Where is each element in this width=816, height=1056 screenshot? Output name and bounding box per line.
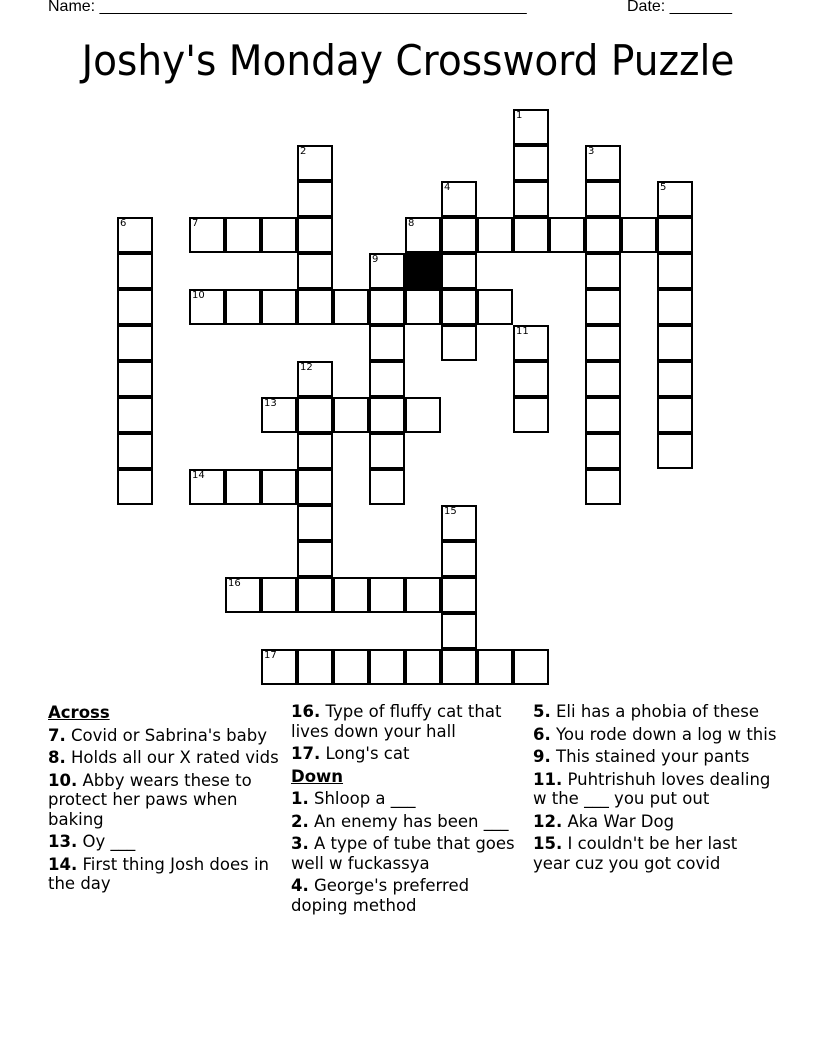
- clue-down-15: [533, 834, 778, 873]
- grid-cell[interactable]: [261, 577, 297, 613]
- grid-cell[interactable]: [189, 289, 225, 325]
- grid-cell[interactable]: [477, 217, 513, 253]
- grid-cell[interactable]: [513, 145, 549, 181]
- grid-cell[interactable]: [369, 397, 405, 433]
- clue-down-9: [533, 747, 778, 767]
- grid-cell[interactable]: [225, 577, 261, 613]
- grid-cell[interactable]: [261, 289, 297, 325]
- cell-number: 14: [192, 470, 205, 481]
- clue-number: 6.: [533, 724, 551, 744]
- grid-cell[interactable]: [297, 289, 333, 325]
- grid-cell[interactable]: [441, 289, 477, 325]
- grid-cell[interactable]: [657, 361, 693, 397]
- grid-cell[interactable]: [441, 217, 477, 253]
- grid-cell[interactable]: [369, 433, 405, 469]
- grid-cell[interactable]: [585, 253, 621, 289]
- grid-cell[interactable]: [513, 181, 549, 217]
- down-heading: Down: [291, 766, 344, 786]
- grid-cell[interactable]: [513, 361, 549, 397]
- grid-cell[interactable]: [297, 145, 333, 181]
- grid-cell[interactable]: [117, 217, 153, 253]
- clue-down-1: [291, 789, 526, 809]
- cell-number: 17: [264, 650, 277, 661]
- cell-number: 7: [192, 218, 199, 229]
- clue-text: I couldn't be her last year cuz you got covid: [533, 834, 738, 873]
- clue-number: 3.: [291, 834, 309, 853]
- clue-text: You rode down a log w this: [556, 724, 777, 744]
- grid-cell[interactable]: [585, 145, 621, 181]
- grid-cell[interactable]: [189, 469, 225, 505]
- clue-down-5: [533, 702, 778, 722]
- grid-cell[interactable]: [657, 397, 693, 433]
- cell-number: 8: [408, 218, 415, 229]
- grid-cell[interactable]: [117, 289, 153, 325]
- page-title: Joshy's Monday Crossword Puzzle: [81, 36, 735, 85]
- grid-cell[interactable]: [369, 577, 405, 613]
- grid-cell[interactable]: [657, 325, 693, 361]
- clue-down-4: [291, 876, 526, 915]
- grid-cell[interactable]: [261, 649, 297, 685]
- grid-cell[interactable]: [657, 181, 693, 217]
- clue-text: This stained your pants: [556, 747, 750, 766]
- grid-cell[interactable]: [297, 541, 333, 577]
- date-field[interactable]: Date: _______: [627, 0, 732, 15]
- cell-number: 2: [300, 146, 307, 157]
- grid-cell[interactable]: [117, 433, 153, 469]
- grid-cell[interactable]: [405, 577, 441, 613]
- clue-down-11: [533, 770, 778, 809]
- grid-cell[interactable]: [297, 469, 333, 505]
- grid-cell[interactable]: [657, 217, 693, 253]
- grid-cell[interactable]: [117, 253, 153, 289]
- grid-cell[interactable]: [297, 181, 333, 217]
- grid-cell[interactable]: [117, 469, 153, 505]
- grid-cell[interactable]: [369, 253, 405, 289]
- grid-cell[interactable]: [441, 541, 477, 577]
- cell-number: 5: [660, 182, 667, 193]
- clue-across-17: [291, 744, 526, 764]
- grid-cell[interactable]: [405, 217, 441, 253]
- grid-cell[interactable]: [297, 505, 333, 541]
- clue-across-8: [48, 748, 280, 768]
- grid-cell[interactable]: [297, 361, 333, 397]
- grid-cell[interactable]: [225, 289, 261, 325]
- cell-number: 12: [300, 362, 313, 373]
- clue-text: Holds all our X rated vids: [71, 748, 279, 767]
- across-heading: Across: [48, 703, 110, 722]
- grid-cell[interactable]: [225, 217, 261, 253]
- grid-cell[interactable]: [333, 397, 369, 433]
- name-field[interactable]: Name: ________________________________________________: [48, 0, 527, 15]
- clue-text: Eli has a phobia of these: [556, 702, 760, 721]
- grid-cell[interactable]: [369, 649, 405, 685]
- clues-column-1: [48, 702, 280, 897]
- clue-text: First thing Josh does in the day: [48, 854, 270, 893]
- grid-cell[interactable]: [297, 577, 333, 613]
- clue-number: 9.: [533, 747, 551, 766]
- clue-text: Abby wears these to protect her paws when baking: [48, 770, 252, 829]
- clue-across-14: [48, 855, 280, 894]
- clue-number: 15.: [533, 834, 563, 853]
- grid-cell[interactable]: [117, 397, 153, 433]
- clue-number: 7.: [48, 725, 66, 745]
- clue-text: Covid or Sabrina's baby: [71, 725, 268, 745]
- grid-cell[interactable]: [477, 649, 513, 685]
- grid-cell[interactable]: [369, 469, 405, 505]
- clue-number: 1.: [291, 789, 309, 808]
- grid-cell[interactable]: [585, 397, 621, 433]
- clue-across-16: [291, 702, 526, 741]
- grid-cell[interactable]: [297, 433, 333, 469]
- clue-number: 16.: [291, 702, 321, 721]
- cell-number: 13: [264, 398, 277, 409]
- cell-number: 3: [588, 146, 595, 157]
- grid-cell[interactable]: [441, 181, 477, 217]
- cell-number: 11: [516, 326, 529, 337]
- clue-down-6: [533, 725, 778, 745]
- grid-cell[interactable]: [333, 289, 369, 325]
- grid-cell[interactable]: [513, 325, 549, 361]
- grid-cell[interactable]: [585, 469, 621, 505]
- grid-cell[interactable]: [369, 289, 405, 325]
- clue-down-12: [533, 812, 778, 832]
- grid-cell[interactable]: [585, 217, 621, 253]
- grid-cell[interactable]: [549, 217, 585, 253]
- grid-cell[interactable]: [405, 397, 441, 433]
- grid-cell[interactable]: [585, 325, 621, 361]
- clue-across-13: [48, 832, 280, 852]
- grid-cell[interactable]: [585, 361, 621, 397]
- clue-text: Puhtrishuh loves dealing w the ___ you put out: [533, 769, 771, 808]
- clue-across-7: [48, 726, 280, 746]
- grid-cell[interactable]: [513, 649, 549, 685]
- grid-cell[interactable]: [297, 649, 333, 685]
- clue-down-3: [291, 834, 526, 873]
- clue-text: Type of fluffy cat that lives down your hall: [291, 702, 502, 741]
- clue-text: Shloop a ___: [314, 789, 416, 808]
- cell-number: 10: [192, 290, 205, 301]
- grid-cell[interactable]: [657, 433, 693, 469]
- grid-cell[interactable]: [261, 469, 297, 505]
- clue-number: 17.: [291, 744, 321, 763]
- grid-cell[interactable]: [117, 361, 153, 397]
- clue-text: Oy ___: [82, 832, 136, 851]
- grid-cell[interactable]: [297, 397, 333, 433]
- grid-cell[interactable]: [405, 289, 441, 325]
- clue-across-10: [48, 771, 280, 830]
- grid-cell[interactable]: [621, 217, 657, 253]
- grid-cell[interactable]: [261, 397, 297, 433]
- cell-number: 16: [228, 578, 241, 589]
- grid-cell[interactable]: [117, 325, 153, 361]
- clue-text: A type of tube that goes well w fuckassya: [291, 834, 515, 873]
- clue-number: 13.: [48, 832, 78, 851]
- grid-cell[interactable]: [441, 649, 477, 685]
- cell-number: 15: [444, 506, 457, 517]
- clue-number: 12.: [533, 811, 563, 831]
- clue-number: 4.: [291, 876, 309, 895]
- cell-number: 1: [516, 110, 523, 121]
- clue-text: George's preferred doping method: [291, 876, 470, 915]
- grid-cell[interactable]: [441, 613, 477, 649]
- grid-cell[interactable]: [441, 505, 477, 541]
- grid-cell[interactable]: [333, 577, 369, 613]
- clue-number: 10.: [48, 770, 78, 790]
- cell-number: 4: [444, 182, 451, 193]
- clue-number: 11.: [533, 769, 563, 789]
- grid-cell[interactable]: [513, 109, 549, 145]
- grid-cell[interactable]: [585, 433, 621, 469]
- cell-number: 6: [120, 218, 127, 229]
- grid-cell[interactable]: [297, 217, 333, 253]
- clue-text: Long's cat: [325, 744, 410, 763]
- clue-number: 14.: [48, 854, 78, 874]
- grid-cell[interactable]: [369, 361, 405, 397]
- grid-cell[interactable]: [513, 397, 549, 433]
- clues-column-2: [291, 702, 526, 918]
- grid-cell[interactable]: [189, 217, 225, 253]
- grid-cell[interactable]: [441, 253, 477, 289]
- grid-cell[interactable]: [333, 649, 369, 685]
- clues-column-3: [533, 702, 778, 876]
- grid-cell[interactable]: [657, 289, 693, 325]
- cell-number: 9: [372, 254, 379, 265]
- clue-text: Aka War Dog: [567, 811, 675, 831]
- clue-down-2: [291, 812, 526, 832]
- grid-cell[interactable]: [297, 253, 333, 289]
- grid-cell[interactable]: [657, 253, 693, 289]
- grid-cell[interactable]: [369, 325, 405, 361]
- black-cell: [405, 253, 441, 289]
- grid-cell[interactable]: [405, 649, 441, 685]
- clue-number: 2.: [291, 811, 309, 831]
- clue-text: An enemy has been ___: [314, 811, 509, 831]
- grid-cell[interactable]: [585, 289, 621, 325]
- grid-cell[interactable]: [441, 577, 477, 613]
- clue-number: 5.: [533, 702, 551, 721]
- grid-cell[interactable]: [513, 217, 549, 253]
- grid-cell[interactable]: [441, 325, 477, 361]
- grid-cell[interactable]: [225, 469, 261, 505]
- grid-cell[interactable]: [585, 181, 621, 217]
- grid-cell[interactable]: [261, 217, 297, 253]
- clue-number: 8.: [48, 748, 66, 767]
- grid-cell[interactable]: [477, 289, 513, 325]
